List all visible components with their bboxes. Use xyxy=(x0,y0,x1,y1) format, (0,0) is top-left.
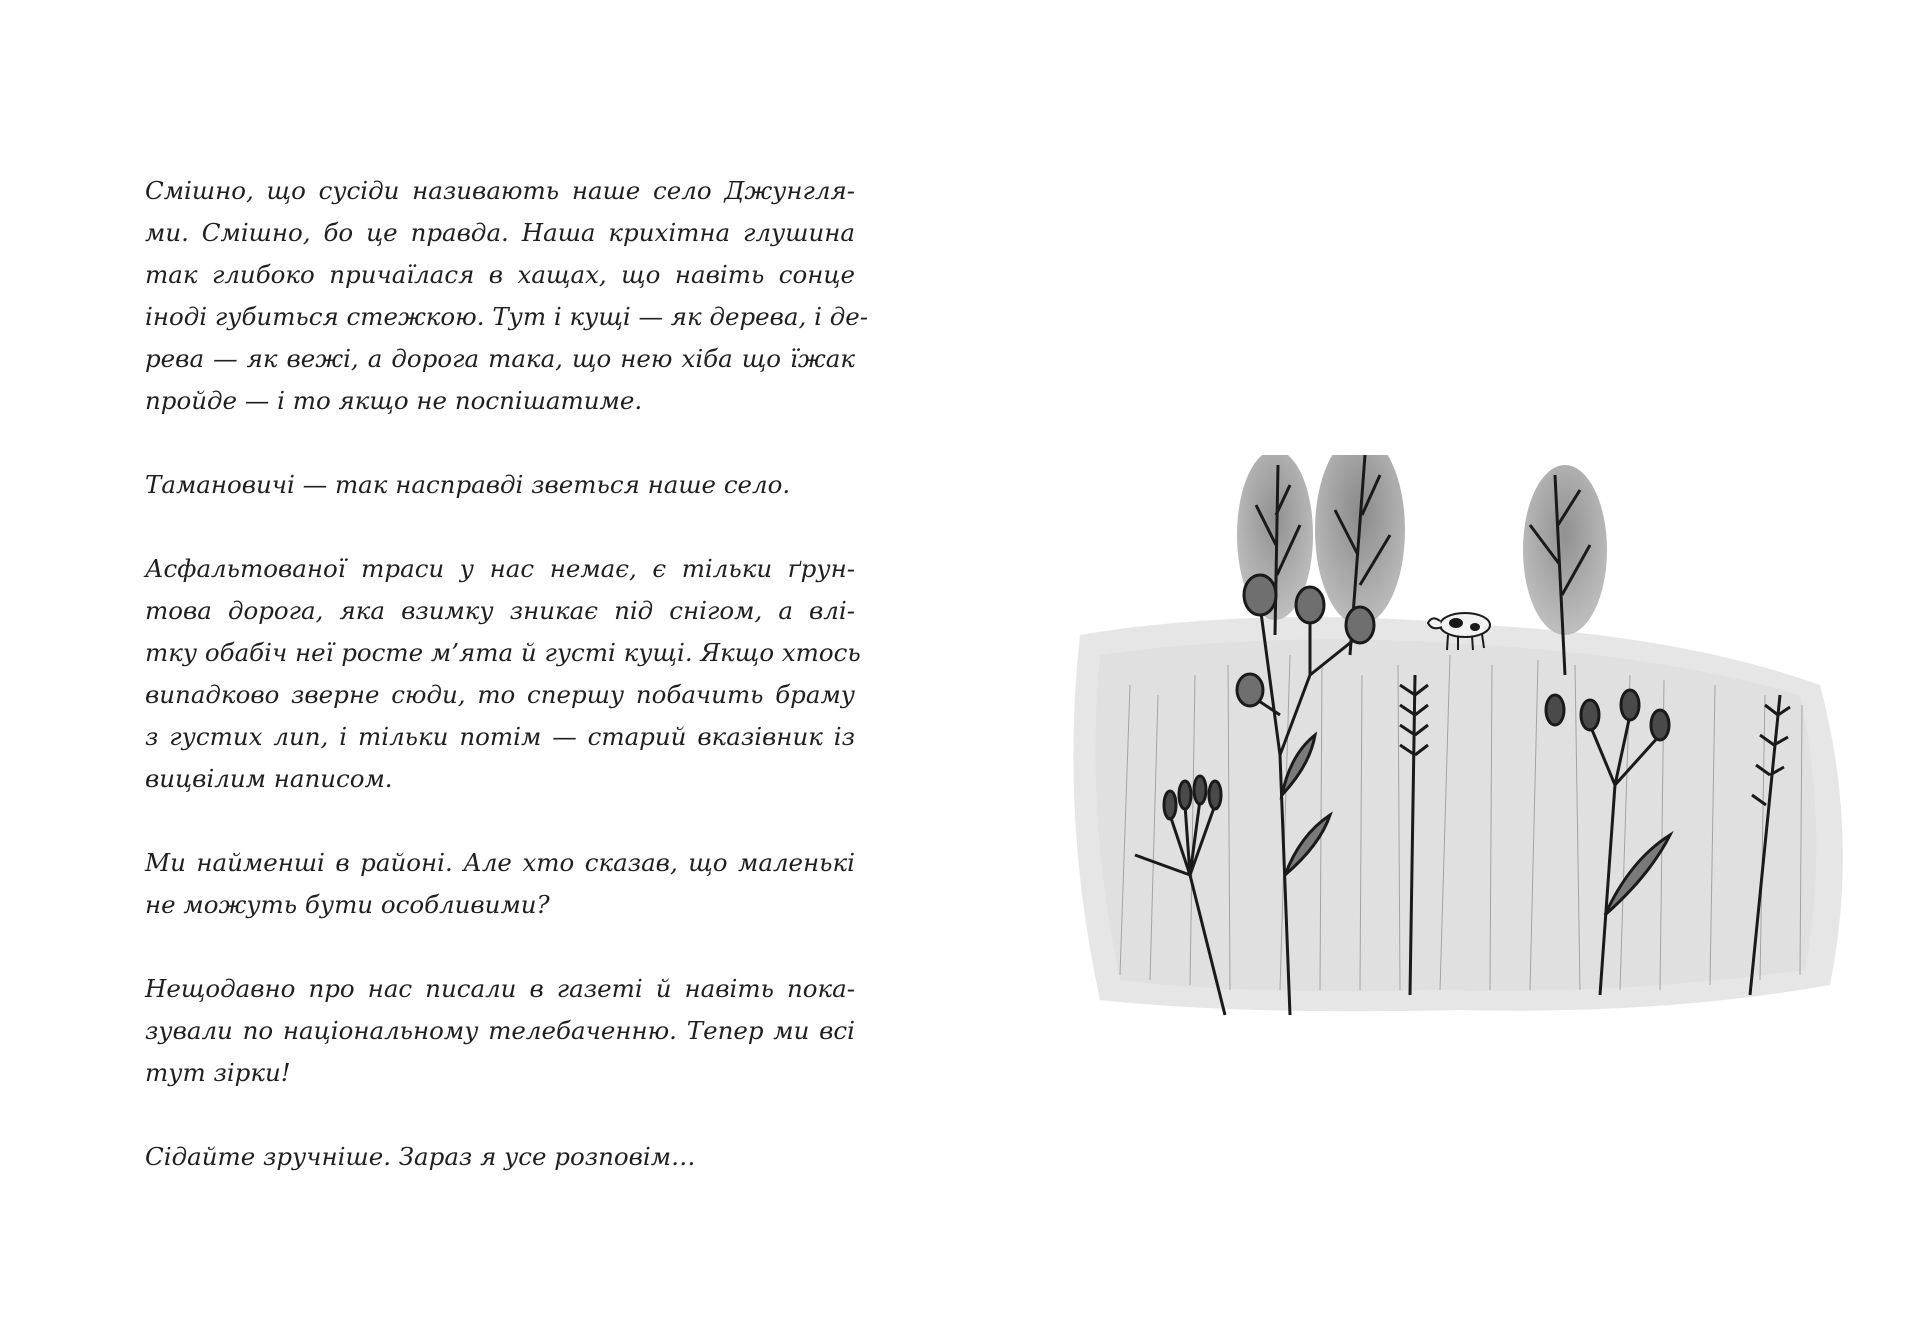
text-line: тут зірки! xyxy=(145,1058,291,1087)
field-wash xyxy=(1073,617,1843,1011)
paragraph-2 xyxy=(145,464,855,506)
paragraph-3 xyxy=(145,548,861,800)
text-line: іноді губиться стежкою. Тут і кущі — як дерева, і де- xyxy=(145,302,869,331)
text-line: зували по національному телебаченню. Тепер ми всі xyxy=(145,1016,855,1045)
text-line: так глибоко причаїлася в хащах, що навіть сонце xyxy=(145,260,855,289)
text-line: това дорога, яка взимку зникає під снігом, а влі- xyxy=(145,596,855,625)
meadow-illustration xyxy=(1060,455,1860,1055)
text-line: Асфальтованої траси у нас немає, є тільки ґрун- xyxy=(145,554,855,583)
paragraph-6 xyxy=(145,1136,855,1178)
text-line: тку обабіч неї росте м’ята й густі кущі. Якщо хтось xyxy=(145,638,861,667)
paragraph-4 xyxy=(145,842,855,926)
text-line: рева — як вежі, а дорога така, що нею хіба що їжак xyxy=(145,344,855,373)
story-text xyxy=(145,170,869,1220)
text-line: не можуть бути особливими? xyxy=(145,890,550,919)
text-line: випадково зверне сюди, то спершу побачить браму xyxy=(145,680,855,709)
paragraph-5 xyxy=(145,968,855,1094)
text-line: з густих лип, і тільки потім — старий вказівник із xyxy=(145,722,855,751)
text-line: вицвілим написом. xyxy=(145,764,393,793)
text-line: Ми найменші в районі. Але хто сказав, що маленькі xyxy=(145,848,855,877)
text-line: Тамановичі — так насправді зветься наше село. xyxy=(145,470,791,499)
text-line: пройде — і то якщо не поспішатиме. xyxy=(145,386,643,415)
text-line: ми. Смішно, бо це правда. Наша крихітна глушина xyxy=(145,218,855,247)
text-line: Нещодавно про нас писали в газеті й навіть пока- xyxy=(145,974,855,1003)
text-line: Смішно, що сусіди називають наше село Джунгля- xyxy=(145,176,855,205)
paragraph-1 xyxy=(145,170,869,422)
text-line: Сідайте зручніше. Зараз я усе розповім… xyxy=(145,1142,696,1171)
